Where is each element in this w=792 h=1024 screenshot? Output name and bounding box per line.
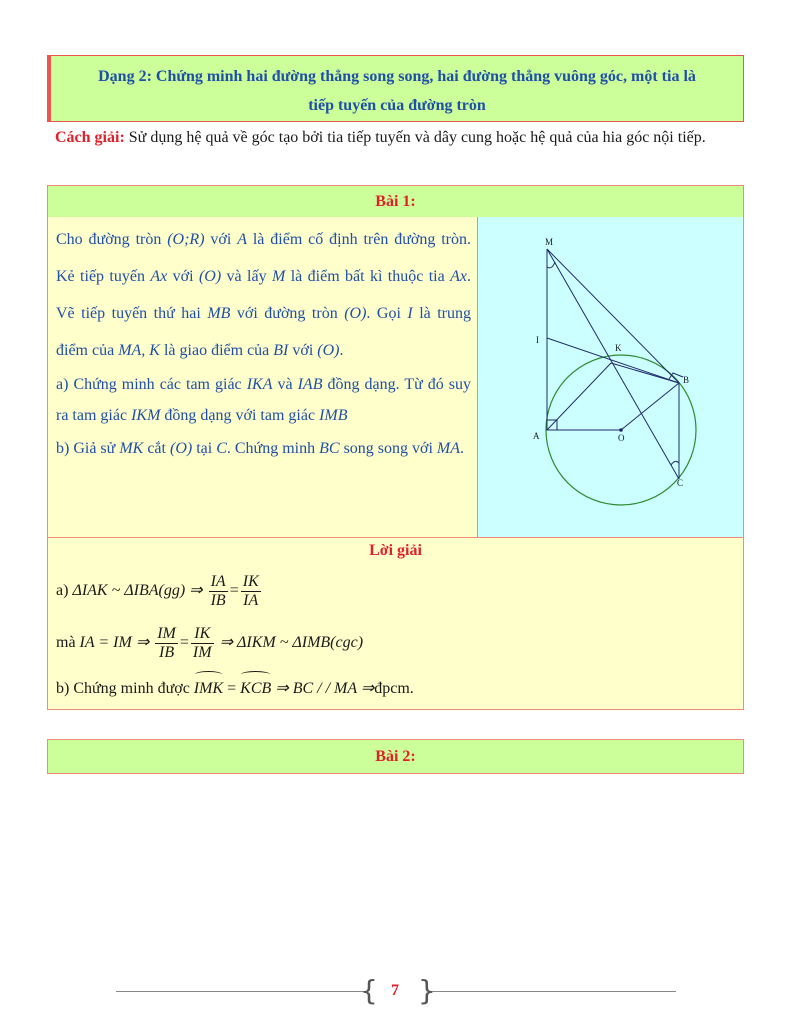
solution-a: a) ΔIAK ~ ΔIBA(gg) ⇒ $\frac{IA}{IB}$ = $\frac{IK}{IA}$ <box>56 572 259 609</box>
solution-b: b) Chứng minh được IMK = KCB ⇒ BC / / MA ⇒đpcm. <box>56 674 414 704</box>
geometry-figure <box>478 217 743 537</box>
label-o: O <box>618 433 625 443</box>
footer-line-left <box>116 991 364 992</box>
fraction-ia-ib: $\frac{IA}{IB}$ <box>210 572 226 609</box>
fraction-ik-ia: $\frac{IK}{IA}$ <box>242 572 259 609</box>
method-paragraph <box>55 123 741 153</box>
problem1-header-text: Bài 1: <box>375 193 416 210</box>
problem1-part-a: a) Chứng minh các tam giác IKA và IAB đồng dạng. Từ đó suy ra tam giác IKM đồng dạng với tam giác IMB <box>56 376 472 424</box>
point-o <box>619 428 623 432</box>
arc-kcb: KCB <box>240 674 271 704</box>
problem2-header-text: Bài 2: <box>375 748 416 765</box>
problem2-header <box>47 739 744 774</box>
label-a: A <box>533 431 540 441</box>
section-title-line2: tiếp tuyến của đường tròn <box>308 97 486 114</box>
fraction-ik-im: $\frac{IK}{IM}$ <box>192 624 212 661</box>
solution-m: mà IA = IM ⇒ $\frac{IM}{IB}$ = $\frac{IK}{IM}$ ⇒ ΔIKM ~ ΔIMB(cgc) <box>56 624 364 661</box>
method-text: Sử dụng hệ quả về góc tạo bởi tia tiếp tuyến và dây cung hoặc hệ quả của hia góc nội tiếp. <box>124 129 706 146</box>
solution-box <box>47 537 744 710</box>
problem1-header <box>47 185 744 218</box>
page-number: 7 <box>391 982 399 999</box>
segment-ib <box>547 338 679 383</box>
label-c: C <box>677 478 684 488</box>
method-label: Cách giải: <box>55 129 125 146</box>
angle-c-mark <box>671 461 679 465</box>
footer-brace-left: { <box>360 974 378 1007</box>
section-title <box>55 62 739 120</box>
label-i: I <box>536 335 539 345</box>
footer-line-right <box>428 991 676 992</box>
section-title-box <box>50 55 744 122</box>
segment-mb <box>547 249 679 383</box>
segment-ob <box>621 383 679 430</box>
geometry-diagram <box>478 217 744 536</box>
footer-brace-right: } <box>418 974 436 1007</box>
solution-header: Lời giải <box>369 542 422 559</box>
section-title-line1: Dạng 2: Chứng minh hai đường thẳng song song, hai đường thẳng vuông góc, một tia là <box>98 68 696 85</box>
problem1-intro: Cho đường tròn (O;R) với A là điểm cố định trên đường tròn. Kẻ tiếp tuyến Ax với (O) và lấy M là điểm bất kì thuộc tia Ax. Vẽ tiếp tuyến thứ hai MB với đường tròn (O). Gọi I là trung điểm của MA, K là giao điểm của BI với (O). <box>56 231 472 359</box>
label-b: B <box>683 375 690 385</box>
angle-m-mark <box>547 262 555 268</box>
problem1-part-b: b) Giả sử MK cắt (O) tại C. Chứng minh BC song song với MA. <box>56 440 465 457</box>
arc-imk: IMK <box>194 674 223 704</box>
label-m: M <box>545 237 554 247</box>
problem1-row <box>47 217 744 538</box>
label-k: K <box>615 343 622 353</box>
problem1-statement <box>48 217 478 537</box>
fraction-im-ib: $\frac{IM}{IB}$ <box>157 624 176 661</box>
